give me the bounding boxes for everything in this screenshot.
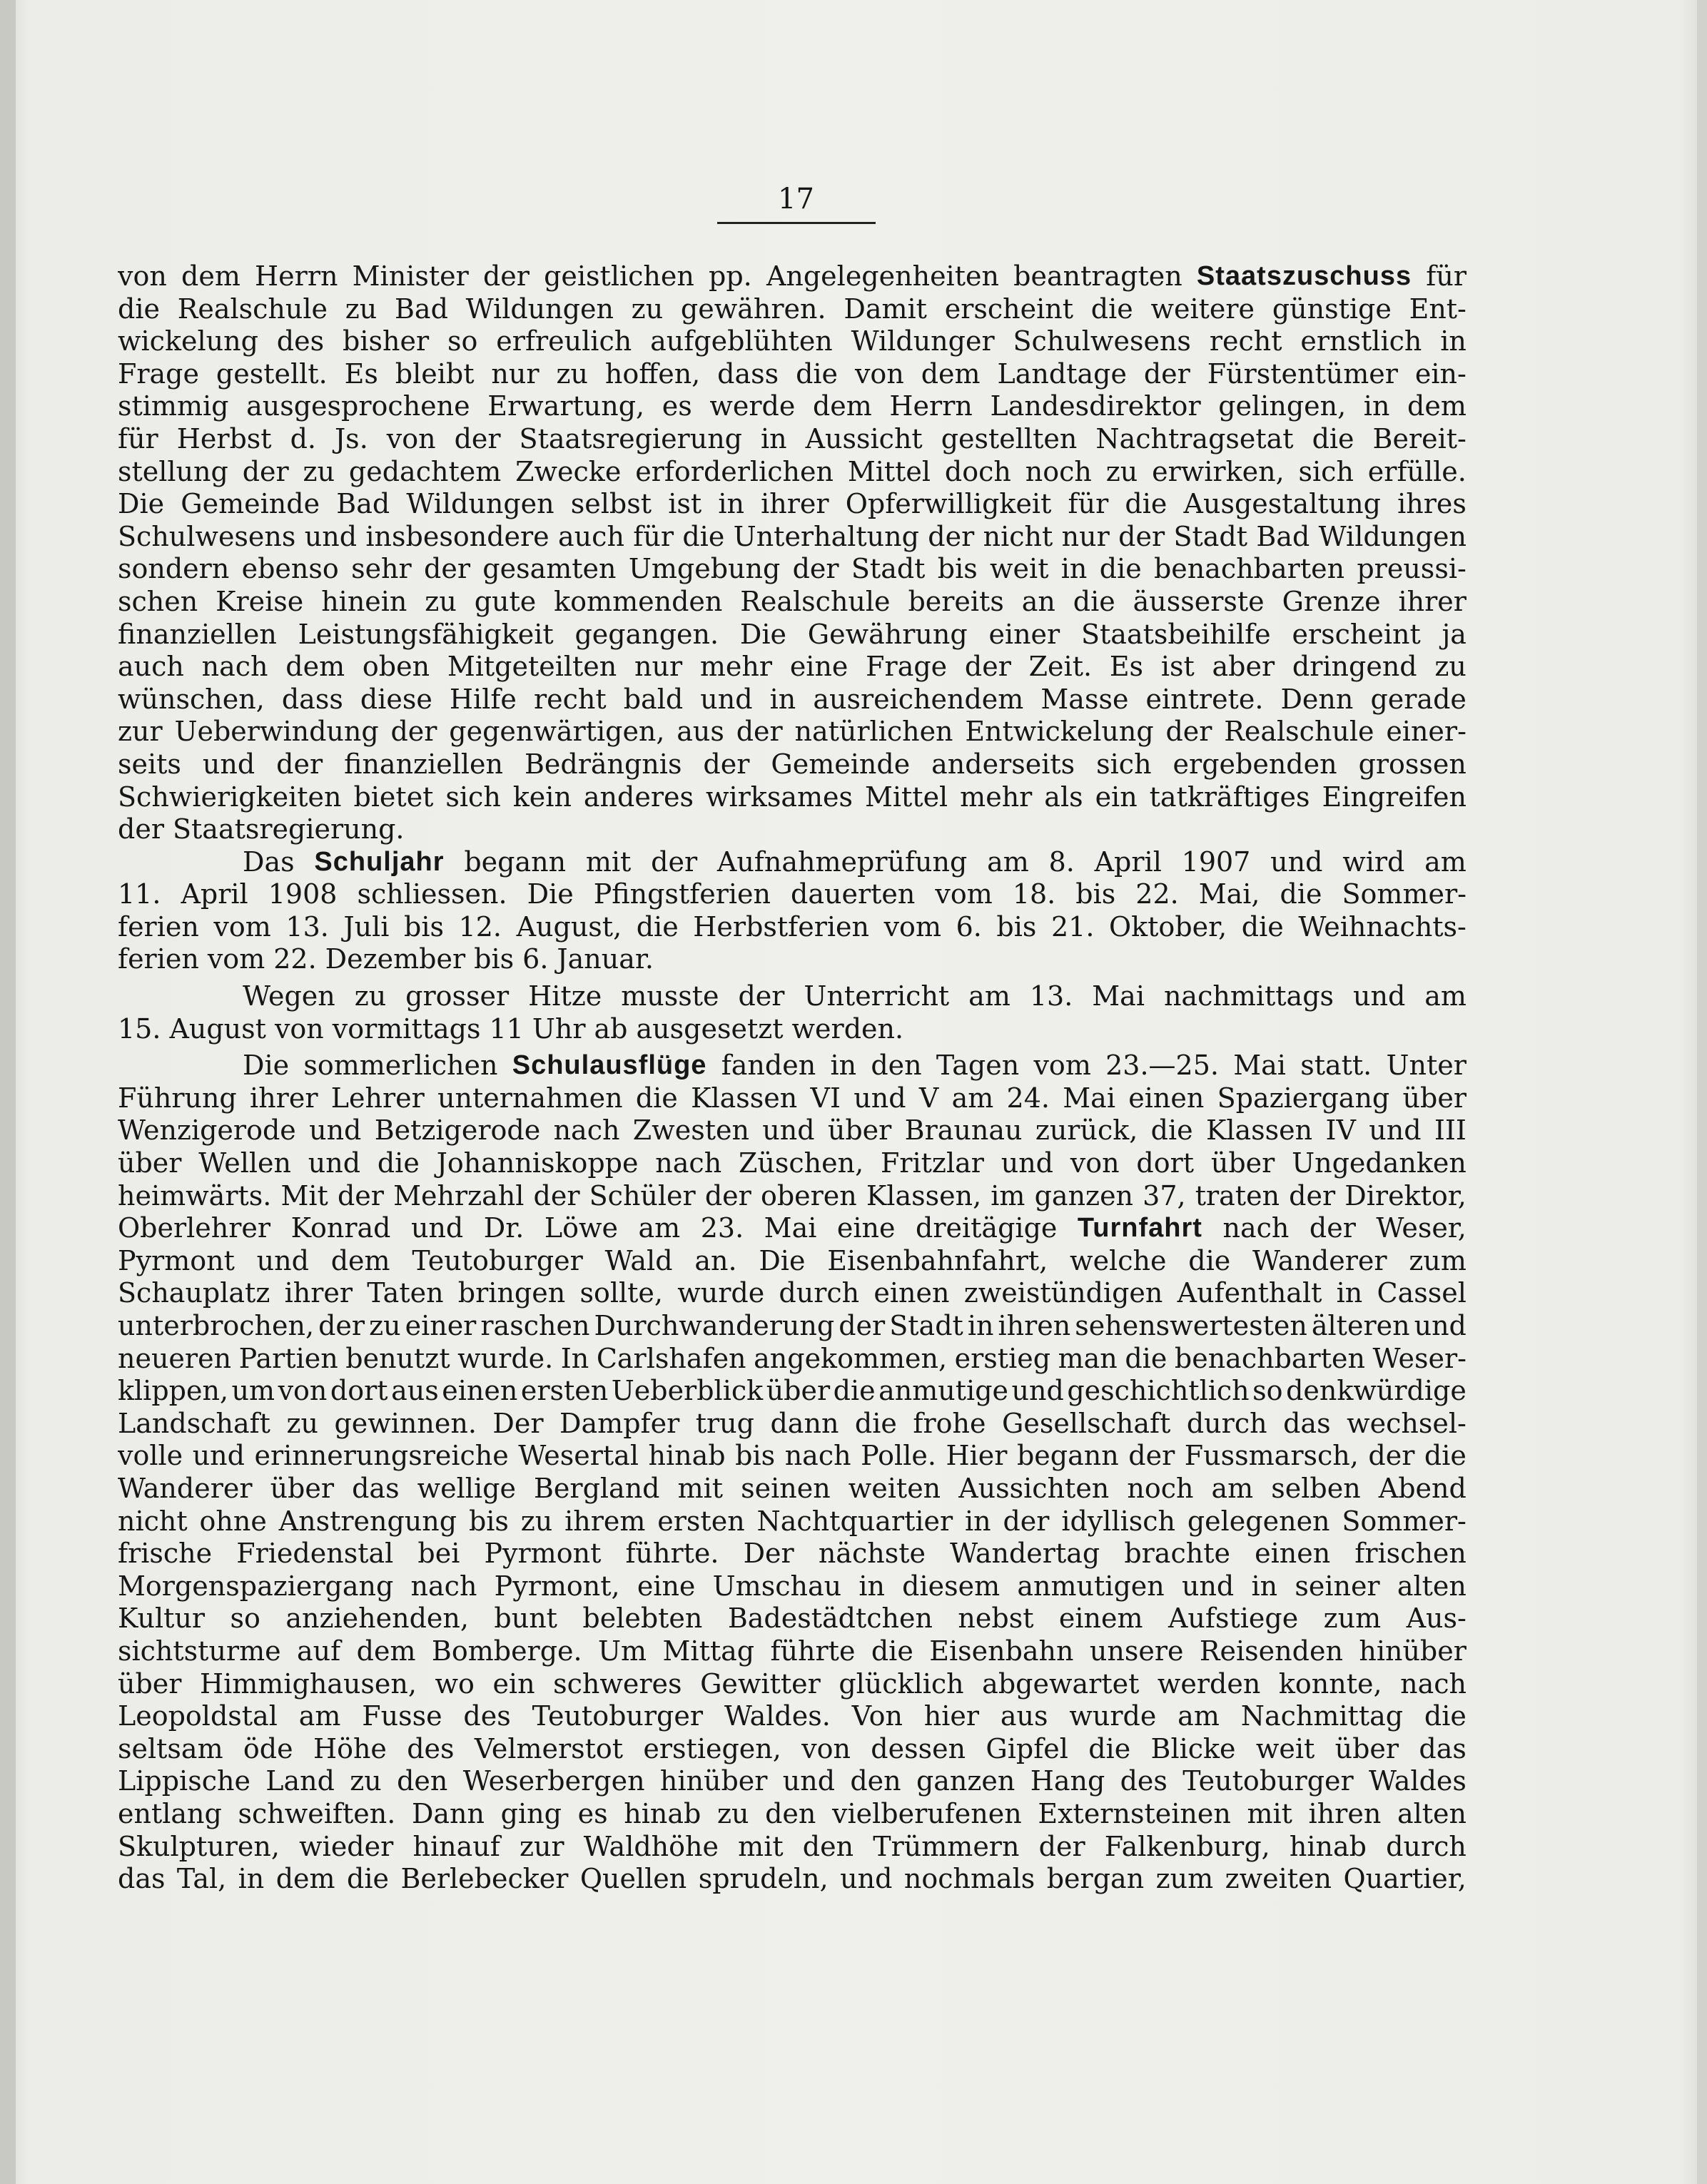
page-number-rule [717, 222, 876, 224]
text-line: für Herbst d. Js. von der Staatsregierung in Aussicht gestellten Nachtragsetat die Bereit- [118, 422, 1467, 454]
text-line: über Wellen und die Johanniskoppe nach Züschen, Fritzlar und von dort über Ungedanken [118, 1147, 1467, 1179]
text-line: Schulwesens und insbesondere auch für die Unterhaltung der nicht nur der Stadt Bad Wildungen [118, 520, 1467, 552]
text-line: Das Schuljahr begann mit der Aufnahmeprüfung am 8. April 1907 und wird am [243, 845, 1467, 878]
text-line: Frage gestellt. Es bleibt nur zu hoffen, dass die von dem Landtage der Fürstentümer ein- [118, 357, 1467, 390]
text-line: wünschen, dass diese Hilfe recht bald und in ausreichendem Masse eintrete. Denn gerade [118, 683, 1467, 715]
text-line: nicht ohne Anstrengung bis zu ihrem ersten Nachtquartier in der idyllisch gelegenen Sommer- [118, 1505, 1467, 1537]
text-line: seits und der finanziellen Bedrängnis der Gemeinde anderseits sich ergebenden grossen [118, 748, 1467, 780]
text-line: heimwärts. Mit der Mehrzahl der Schüler der oberen Klassen, im ganzen 37, traten der Direktor, [118, 1179, 1467, 1212]
text-line: entlang schweiften. Dann ging es hinab zu den vielberufenen Externsteinen mit ihren alten [118, 1797, 1467, 1829]
text-line: Oberlehrer Konrad und Dr. Löwe am 23. Mai eine dreitägige Turnfahrt nach der Weser, [118, 1212, 1467, 1244]
text-line: neueren Partien benutzt wurde. In Carlshafen angekommen, erstieg man die benachbarten Weser- [118, 1342, 1467, 1374]
text-line: Lippische Land zu den Weserbergen hinüber und den ganzen Hang des Teutoburger Waldes [118, 1765, 1467, 1797]
text-line: Wegen zu grosser Hitze musste der Unterricht am 13. Mai nachmittags und am [243, 980, 1467, 1012]
text-line: zur Ueberwindung der gegenwärtigen, aus der natürlichen Entwickelung der Realschule einer- [118, 716, 1467, 748]
text-line: ferien vom 13. Juli bis 12. August, die Herbstferien vom 6. bis 21. Oktober, die Weihnachts- [118, 910, 1467, 943]
text-line: schen Kreise hinein zu gute kommenden Realschule bereits an die äusserste Grenze ihrer [118, 585, 1467, 617]
text-line: Leopoldstal am Fusse des Teutoburger Waldes. Von hier aus wurde am Nachmittag die [118, 1700, 1467, 1732]
text-line: Schwierigkeiten bietet sich kein anderes wirksames Mittel mehr als ein tatkräftiges Eingreifen [118, 781, 1467, 813]
text-line: ferien vom 22. Dezember bis 6. Januar. [118, 943, 654, 975]
text-line: über Himmighausen, wo ein schweres Gewitter glücklich abgewartet werden konnte, nach [118, 1667, 1467, 1700]
text-line: Morgenspaziergang nach Pyrmont, eine Umschau in diesem anmutigen und in seiner alten [118, 1570, 1467, 1602]
text-line: 15. August von vormittags 11 Uhr ab ausgesetzt werden. [118, 1012, 904, 1045]
text-line: auch nach dem oben Mitgeteilten nur mehr eine Frage der Zeit. Es ist aber dringend zu [118, 651, 1467, 683]
text-line: stellung der zu gedachtem Zwecke erforderlichen Mittel doch noch zu erwirken, sich erfülle. [118, 455, 1467, 487]
page-number: 17 [778, 183, 814, 215]
text-line: von dem Herrn Minister der geistlichen pp. Angelegenheiten beantragten Staatszuschuss für [118, 260, 1467, 292]
text-line: Kultur so anziehenden, bunt belebten Badestädtchen nebst einem Aufstiege zum Aus- [118, 1603, 1467, 1635]
text-line: der Staatsregierung. [118, 813, 405, 845]
text-line: Skulpturen, wieder hinauf zur Waldhöhe mit den Trümmern der Falkenburg, hinab durch [118, 1830, 1467, 1862]
text-line: 11. April 1908 schliessen. Die Pfingstferien dauerten vom 18. bis 22. Mai, die Sommer- [118, 878, 1467, 910]
page-left-edge [0, 0, 16, 2184]
page-right-edge [1697, 0, 1707, 2184]
text-line: die Realschule zu Bad Wildungen zu gewähren. Damit erscheint die weitere günstige Ent- [118, 293, 1467, 325]
text-line: Die sommerlichen Schulausflüge fanden in den Tagen vom 23.—25. Mai statt. Unter [243, 1050, 1467, 1082]
text-line: stimmig ausgesprochene Erwartung, es werde dem Herrn Landesdirektor gelingen, in dem [118, 390, 1467, 422]
text-line: Wenzigerode und Betzigerode nach Zwesten und über Braunau zurück, die Klassen IV und III [118, 1114, 1467, 1147]
text-line: Die Gemeinde Bad Wildungen selbst ist in ihrer Opferwilligkeit für die Ausgestaltung ihres [118, 488, 1467, 520]
text-line: Pyrmont und dem Teutoburger Wald an. Die Eisenbahnfahrt, welche die Wanderer zum [118, 1244, 1467, 1276]
text-line: Schauplatz ihrer Taten bringen sollte, wurde durch einen zweistündigen Aufenthalt in Cassel [118, 1277, 1467, 1309]
text-line: Wanderer über das wellige Bergland mit seinen weiten Aussichten noch am selben Abend [118, 1472, 1467, 1504]
body-text [118, 260, 1467, 1896]
text-line: sondern ebenso sehr der gesamten Umgebung der Stadt bis weit in die benachbarten preussi- [118, 553, 1467, 585]
text-line: frische Friedenstal bei Pyrmont führte. Der nächste Wandertag brachte einen frischen [118, 1538, 1467, 1570]
text-line: volle und erinnerungsreiche Wesertal hinab bis nach Polle. Hier begann der Fussmarsch, der die [118, 1440, 1467, 1472]
text-line: klippen, um von dort aus einen ersten Ueberblick über die anmutige und geschichtlich so denkwürdige [118, 1375, 1467, 1407]
text-line: finanziellen Leistungsfähigkeit gegangen. Die Gewährung einer Staatsbeihilfe erscheint ja [118, 618, 1467, 650]
text-line: seltsam öde Höhe des Velmerstot erstiegen, von dessen Gipfel die Blicke weit über das [118, 1732, 1467, 1764]
text-line: unterbrochen, der zu einer raschen Durchwanderung der Stadt in ihren sehenswertesten älteren und [118, 1310, 1467, 1341]
text-line: sichtsturme auf dem Bomberge. Um Mittag führte die Eisenbahn unsere Reisenden hinüber [118, 1635, 1467, 1667]
text-line: Führung ihrer Lehrer unternahmen die Klassen VI und V am 24. Mai einen Spaziergang über [118, 1082, 1467, 1114]
text-line: das Tal, in dem die Berlebecker Quellen sprudeln, und nochmals bergan zum zweiten Quartier, [118, 1863, 1467, 1895]
text-line: Landschaft zu gewinnen. Der Dampfer trug dann die frohe Gesellschaft durch das wechsel- [118, 1407, 1467, 1439]
text-line: wickelung des bisher so erfreulich aufgeblühten Wildunger Schulwesens recht ernstlich in [118, 325, 1467, 357]
